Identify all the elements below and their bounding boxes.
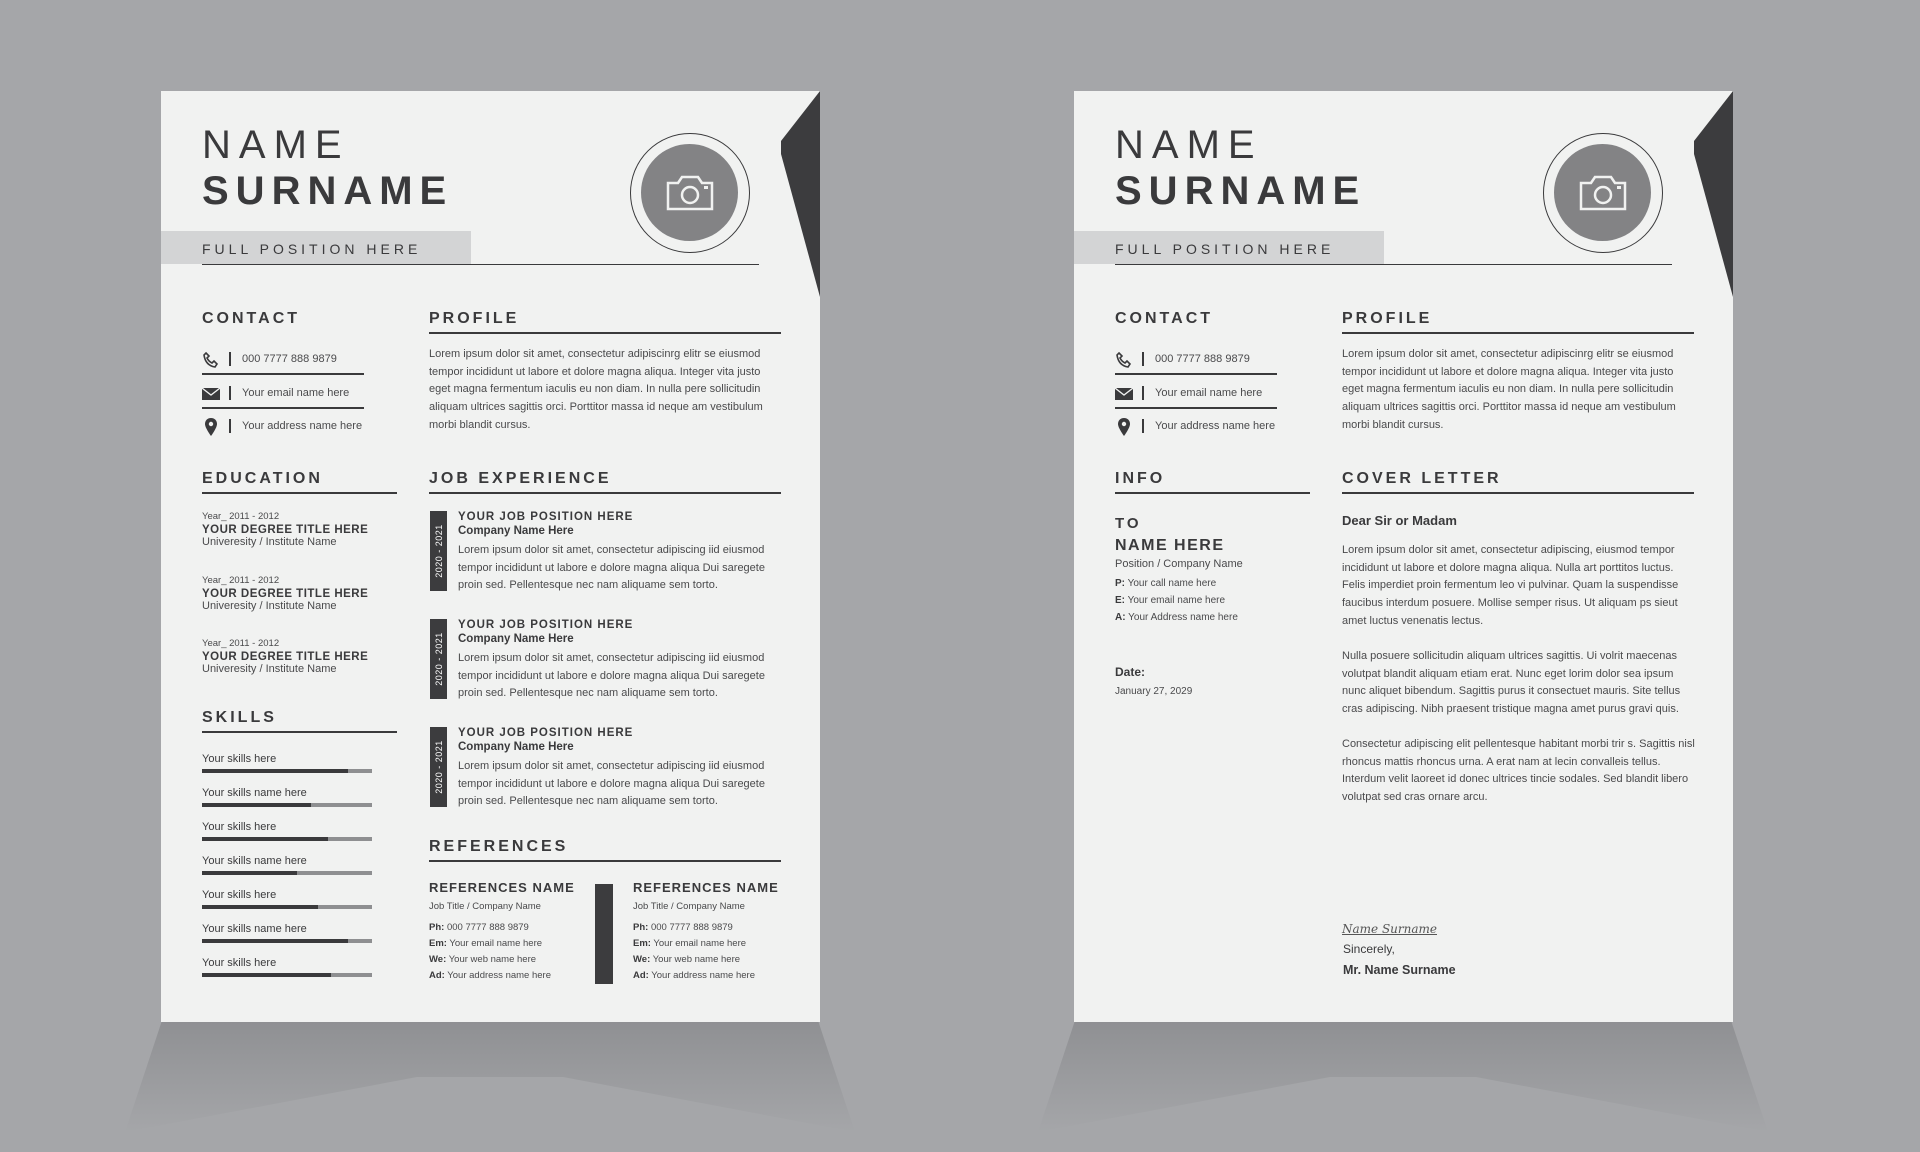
skill-item xyxy=(202,957,372,977)
education-item xyxy=(202,511,402,548)
cover-paragraph: Lorem ipsum dolor sit amet, consectetur adipiscing, eiusmod tempor incididunt ut labore et dolore magna aliqua. Nulla art porttitos luctus. Felis imperdiet proin fermentum leo vi pulvinar. Quam la suspendisse faucibus interdum posuere. Mollise semper risus. Ut aliquam ps sieut amet luctus venenatis lectus. xyxy=(1342,544,1679,627)
skill-item xyxy=(202,753,372,773)
info-rule xyxy=(1115,492,1310,494)
references-heading: REFERENCES xyxy=(429,838,569,855)
skill-level-bar xyxy=(202,939,372,943)
skill-label: Your skills name here xyxy=(202,787,307,799)
education-degree: YOUR DEGREE TITLE HERE xyxy=(202,524,369,536)
skill-level-bar xyxy=(202,769,372,773)
recipient-position: Position / Company Name xyxy=(1115,558,1243,570)
skill-label: Your skills name here xyxy=(202,923,307,935)
skill-label: Your skills here xyxy=(202,753,277,765)
position-title: FULL POSITION HERE xyxy=(202,241,422,257)
education-year: Year_ 2011 - 2012 xyxy=(202,575,280,586)
contact-phone xyxy=(202,349,364,375)
job-years-tag xyxy=(430,727,447,807)
photo-placeholder[interactable] xyxy=(1543,133,1663,253)
reference-job: Job Title / Company Name xyxy=(633,901,745,912)
skill-level-bar xyxy=(202,871,372,875)
reference-phone: 000 7777 888 9879 xyxy=(446,922,529,933)
education-year: Year_ 2011 - 2012 xyxy=(202,638,280,649)
mail-icon xyxy=(1115,385,1133,403)
last-name: SURNAME xyxy=(1115,169,1367,213)
job-years: 2020 - 2021 xyxy=(433,632,444,686)
camera-icon xyxy=(1577,173,1629,213)
contact-phone-text: 000 7777 888 9879 xyxy=(1155,353,1250,365)
skill-level-bar xyxy=(202,803,372,807)
cover-letter-rule xyxy=(1342,492,1694,494)
cover-paragraph: Consectetur adipiscing elit pellentesque habitant morbi trir s. Sagittis nisl rhoncus mattis rhoncus urna. A erat nam at lecin convalleis tellus. Interdum velit laoreet id donec ultrices tincie sodales. Sed blandit libero volutpat sed cras ornare arcu. xyxy=(1342,738,1695,804)
skill-label: Your skills here xyxy=(202,821,277,833)
recipient-name: NAME HERE xyxy=(1115,537,1225,554)
skill-item xyxy=(202,889,372,909)
profile-heading: PROFILE xyxy=(429,310,520,327)
profile-text: Lorem ipsum dolor sit amet, consectetur adipiscinrg elitr se eiusmod tempor incididunt ut labore et dolore magna aliqua. Integer vita justo eget magna fermentum iaculis eu non diam. In nulla pere sollicitudin aliquam ultrices sagittis orci. Porttitor massa id neque am vestibulum morbi blandit cursus. xyxy=(1342,348,1676,431)
date-value: January 27, 2029 xyxy=(1115,686,1193,697)
recipient-block xyxy=(1115,515,1243,623)
education-institute: Univeresity / Institute Name xyxy=(202,536,337,548)
skill-level-fill xyxy=(202,939,348,943)
info-heading: INFO xyxy=(1115,470,1166,487)
education-item xyxy=(202,575,402,612)
recipient-phone-label: P: xyxy=(1115,578,1125,589)
contact-phone xyxy=(1115,349,1277,375)
cover-letter-page xyxy=(1074,91,1733,1022)
skill-label: Your skills here xyxy=(202,889,277,901)
header-divider xyxy=(1115,264,1672,265)
reference-web: Your web name here xyxy=(448,954,537,965)
skill-level-fill xyxy=(202,973,331,977)
skill-level-fill xyxy=(202,803,311,807)
job-experience-heading: JOB EXPERIENCE xyxy=(429,470,612,487)
contact-email xyxy=(1115,383,1277,409)
reference-email: Your email name here xyxy=(449,938,543,949)
job-company: Company Name Here xyxy=(458,633,574,645)
contact-email-text: Your email name here xyxy=(242,387,350,399)
contact-heading: CONTACT xyxy=(1115,310,1214,327)
recipient-email-label: E: xyxy=(1115,595,1125,606)
skill-level-fill xyxy=(202,837,328,841)
mail-icon xyxy=(202,385,220,403)
skill-item xyxy=(202,923,372,943)
last-name: SURNAME xyxy=(202,169,454,213)
position-band xyxy=(161,231,471,264)
reference-email-label: Em: xyxy=(429,938,447,949)
references-rule xyxy=(429,860,781,862)
job-position: YOUR JOB POSITION HERE xyxy=(458,511,634,523)
position-band xyxy=(1074,231,1384,264)
corner-decoration xyxy=(1694,91,1733,297)
location-pin-icon xyxy=(1115,418,1133,436)
header-divider xyxy=(202,264,759,265)
skill-level-bar xyxy=(202,837,372,841)
first-name: NAME xyxy=(1115,123,1263,167)
date-label: Date: xyxy=(1115,665,1146,679)
reference-phone-label: Ph: xyxy=(429,922,445,933)
reference-job: Job Title / Company Name xyxy=(429,901,541,912)
job-description: Lorem ipsum dolor sit amet, consectetur adipiscing iid eiusmod tempor incididunt ut labore e dolore magna aliqua Dui saregete proin sed. Pellentesque nec nam aliquame sem torto. xyxy=(458,544,765,592)
page-shadow-left xyxy=(125,1022,855,1132)
education-degree: YOUR DEGREE TITLE HERE xyxy=(202,651,369,663)
phone-icon xyxy=(1115,351,1133,369)
education-degree: YOUR DEGREE TITLE HERE xyxy=(202,588,369,600)
recipient-to: TO xyxy=(1115,515,1142,532)
reference-web: Your web name here xyxy=(652,954,741,965)
job-company: Company Name Here xyxy=(458,741,574,753)
reference-web-label: We: xyxy=(633,954,651,965)
location-pin-icon xyxy=(202,418,220,436)
job-years-tag xyxy=(430,511,447,591)
skill-level-bar xyxy=(202,905,372,909)
reference-email-label: Em: xyxy=(633,938,651,949)
skill-item xyxy=(202,855,372,875)
reference-address-label: Ad: xyxy=(633,970,649,981)
cover-letter-heading: COVER LETTER xyxy=(1342,470,1502,487)
reference-item xyxy=(633,880,793,982)
job-experience-rule xyxy=(429,492,781,494)
cover-paragraph: Nulla posuere sollicitudin aliquam ultrices sagittis. Ui volrit maecenas volutpat blandit aliquam etiam erat. Nunc eget lorim dolor sea ipsum nunc aliquet bibendum. Sagittis purus it consectuet mauris. Site tellus cras adipiscing. Nibh praesent tristique magna amet purus gravi quis. xyxy=(1342,650,1681,716)
job-company: Company Name Here xyxy=(458,525,574,537)
contact-address xyxy=(1115,416,1277,442)
first-name: NAME xyxy=(202,123,350,167)
recipient-phone: Your call name here xyxy=(1127,578,1217,589)
job-position: YOUR JOB POSITION HERE xyxy=(458,619,634,631)
recipient-address: Your Address name here xyxy=(1128,612,1238,623)
skill-level-bar xyxy=(202,973,372,977)
closing-name: Mr. Name Surname xyxy=(1343,963,1456,977)
reference-phone: 000 7777 888 9879 xyxy=(650,922,733,933)
photo-placeholder[interactable] xyxy=(630,133,750,253)
skill-level-fill xyxy=(202,905,318,909)
skill-level-fill xyxy=(202,769,348,773)
reference-name: REFERENCES NAME xyxy=(633,880,779,895)
job-description: Lorem ipsum dolor sit amet, consectetur adipiscing iid eiusmod tempor incididunt ut labore e dolore magna aliqua Dui saregete proin sed. Pellentesque nec nam aliquame sem torto. xyxy=(458,652,765,700)
profile-heading: PROFILE xyxy=(1342,310,1433,327)
recipient-email: Your email name here xyxy=(1127,595,1226,606)
job-position: YOUR JOB POSITION HERE xyxy=(458,727,634,739)
signature: Name Surname xyxy=(1342,922,1437,936)
education-institute: Univeresity / Institute Name xyxy=(202,663,337,675)
skill-label: Your skills name here xyxy=(202,855,307,867)
recipient-address-label: A: xyxy=(1115,612,1126,623)
salutation: Dear Sir or Madam xyxy=(1342,513,1457,528)
profile-rule xyxy=(1342,332,1694,334)
skill-label: Your skills here xyxy=(202,957,277,969)
reference-email: Your email name here xyxy=(653,938,747,949)
reference-address: Your address name here xyxy=(447,970,551,981)
skills-rule xyxy=(202,731,397,733)
reference-phone-label: Ph: xyxy=(633,922,649,933)
contact-address-text: Your address name here xyxy=(242,420,363,432)
contact-email-text: Your email name here xyxy=(1155,387,1263,399)
contact-heading: CONTACT xyxy=(202,310,301,327)
corner-decoration xyxy=(781,91,820,297)
reference-item xyxy=(429,880,589,982)
page-shadow-right xyxy=(1038,1022,1768,1132)
contact-address xyxy=(202,416,364,442)
job-description: Lorem ipsum dolor sit amet, consectetur adipiscing iid eiusmod tempor incididunt ut labore e dolore magna aliqua Dui saregete proin sed. Pellentesque nec nam aliquame sem torto. xyxy=(458,760,765,808)
skill-item xyxy=(202,821,372,841)
skill-level-fill xyxy=(202,871,297,875)
education-rule xyxy=(202,492,397,494)
reference-name: REFERENCES NAME xyxy=(429,880,575,895)
education-item xyxy=(202,638,402,675)
resume-page xyxy=(161,91,820,1022)
job-years-tag xyxy=(430,619,447,699)
reference-web-label: We: xyxy=(429,954,447,965)
sincerely: Sincerely, xyxy=(1343,942,1395,956)
position-title: FULL POSITION HERE xyxy=(1115,241,1335,257)
education-heading: EDUCATION xyxy=(202,470,323,487)
education-institute: Univeresity / Institute Name xyxy=(202,600,337,612)
contact-address-text: Your address name here xyxy=(1155,420,1276,432)
contact-phone-text: 000 7777 888 9879 xyxy=(242,353,337,365)
job-years: 2020 - 2021 xyxy=(433,740,444,794)
reference-divider xyxy=(595,884,613,984)
camera-icon xyxy=(664,173,716,213)
profile-rule xyxy=(429,332,781,334)
reference-address: Your address name here xyxy=(651,970,755,981)
contact-email xyxy=(202,383,364,409)
skill-item xyxy=(202,787,372,807)
phone-icon xyxy=(202,351,220,369)
profile-text: Lorem ipsum dolor sit amet, consectetur adipiscinrg elitr se eiusmod tempor incididunt ut labore et dolore magna aliqua. Integer vita justo eget magna fermentum iaculis eu non diam. In nulla pere sollicitudin aliquam ultrices sagittis orci. Porttitor massa id neque am vestibulum morbi blandit cursus. xyxy=(429,348,763,431)
reference-address-label: Ad: xyxy=(429,970,445,981)
education-year: Year_ 2011 - 2012 xyxy=(202,511,280,522)
skills-heading: SKILLS xyxy=(202,709,277,726)
job-years: 2020 - 2021 xyxy=(433,524,444,578)
